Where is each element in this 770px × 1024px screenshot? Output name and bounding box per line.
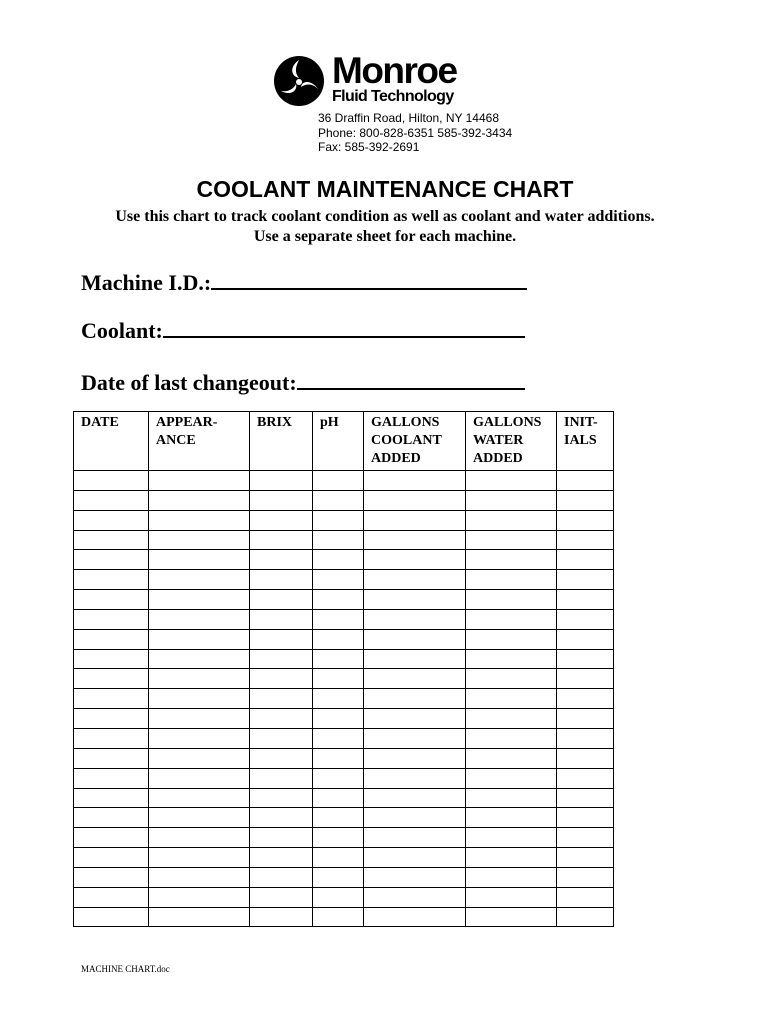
table-cell[interactable]	[250, 570, 313, 590]
table-cell[interactable]	[313, 590, 364, 610]
table-cell[interactable]	[557, 570, 614, 590]
coolant-field[interactable]	[81, 318, 525, 344]
table-cell[interactable]	[149, 788, 250, 808]
table-cell[interactable]	[557, 867, 614, 887]
table-cell[interactable]	[149, 669, 250, 689]
machine-id-blank[interactable]	[211, 270, 527, 290]
table-cell[interactable]	[250, 590, 313, 610]
maintenance-table	[73, 411, 614, 927]
table-cell[interactable]	[149, 590, 250, 610]
table-row	[74, 550, 614, 570]
table-cell[interactable]	[149, 828, 250, 848]
table-body	[74, 471, 614, 927]
table-cell[interactable]	[149, 570, 250, 590]
table-cell[interactable]	[466, 530, 557, 550]
table-cell[interactable]	[250, 907, 313, 927]
table-cell[interactable]	[466, 570, 557, 590]
table-cell[interactable]	[466, 510, 557, 530]
table-cell[interactable]	[313, 550, 364, 570]
table-cell[interactable]	[364, 768, 466, 788]
table-cell[interactable]	[364, 550, 466, 570]
table-cell[interactable]	[364, 728, 466, 748]
table-cell[interactable]	[250, 887, 313, 907]
table-cell[interactable]	[250, 649, 313, 669]
header-brix: BRIX	[250, 412, 313, 471]
table-cell[interactable]	[313, 728, 364, 748]
header-appearance: APPEAR- ANCE	[149, 412, 250, 471]
table-cell[interactable]	[557, 808, 614, 828]
table-row	[74, 649, 614, 669]
table-cell[interactable]	[250, 609, 313, 629]
table-cell[interactable]	[250, 748, 313, 768]
table-cell[interactable]	[557, 788, 614, 808]
table-cell[interactable]	[313, 788, 364, 808]
table-cell[interactable]	[149, 887, 250, 907]
table-cell[interactable]	[557, 887, 614, 907]
header-gallons-coolant-added: GALLONS COOLANT ADDED	[364, 412, 466, 471]
table-cell[interactable]	[149, 768, 250, 788]
table-cell[interactable]	[74, 510, 149, 530]
table-cell[interactable]	[250, 788, 313, 808]
contact-block	[318, 111, 512, 155]
table-cell[interactable]	[364, 669, 466, 689]
table-cell[interactable]	[557, 689, 614, 709]
table-cell[interactable]	[313, 848, 364, 868]
table-cell[interactable]	[74, 867, 149, 887]
table-cell[interactable]	[250, 471, 313, 491]
table-cell[interactable]	[364, 689, 466, 709]
table-cell[interactable]	[74, 689, 149, 709]
table-cell[interactable]	[74, 590, 149, 610]
table-cell[interactable]	[364, 590, 466, 610]
table-cell[interactable]	[364, 828, 466, 848]
table-cell[interactable]	[74, 887, 149, 907]
instruction-line-1: Use this chart to track coolant condition as well as coolant and water additions.	[115, 208, 655, 225]
table-cell[interactable]	[364, 530, 466, 550]
table-cell[interactable]	[250, 867, 313, 887]
table-cell[interactable]	[466, 848, 557, 868]
table-cell[interactable]	[364, 609, 466, 629]
table-cell[interactable]	[149, 867, 250, 887]
table-cell[interactable]	[557, 748, 614, 768]
table-cell[interactable]	[74, 728, 149, 748]
table-cell[interactable]	[557, 768, 614, 788]
table-cell[interactable]	[74, 471, 149, 491]
table-cell[interactable]	[149, 808, 250, 828]
table-cell[interactable]	[313, 887, 364, 907]
table-cell[interactable]	[149, 490, 250, 510]
table-cell[interactable]	[313, 689, 364, 709]
table-cell[interactable]	[149, 510, 250, 530]
table-row	[74, 609, 614, 629]
table-cell[interactable]	[466, 471, 557, 491]
table-cell[interactable]	[313, 808, 364, 828]
footer-filename: MACHINE CHART.doc	[81, 964, 170, 974]
company-fax: Fax: 585-392-2691	[318, 140, 420, 154]
company-logo	[272, 50, 502, 108]
table-row	[74, 887, 614, 907]
table-cell[interactable]	[466, 808, 557, 828]
header-ph: pH	[313, 412, 364, 471]
table-cell[interactable]	[364, 848, 466, 868]
table-cell[interactable]	[149, 728, 250, 748]
instruction-line-2: Use a separate sheet for each machine.	[253, 228, 517, 245]
table-cell[interactable]	[466, 669, 557, 689]
table-cell[interactable]	[557, 609, 614, 629]
table-cell[interactable]	[557, 649, 614, 669]
table-cell[interactable]	[364, 748, 466, 768]
company-subtitle: Fluid Technology	[332, 88, 454, 105]
date-last-changeout-field[interactable]	[81, 370, 525, 396]
table-cell[interactable]	[466, 867, 557, 887]
table-cell[interactable]	[364, 471, 466, 491]
table-cell[interactable]	[313, 867, 364, 887]
table-cell[interactable]	[74, 768, 149, 788]
table-cell[interactable]	[313, 471, 364, 491]
table-header-row	[74, 412, 614, 471]
table-cell[interactable]	[250, 768, 313, 788]
table-row	[74, 848, 614, 868]
table-row	[74, 629, 614, 649]
monroe-swirl-logo-icon	[272, 54, 326, 108]
table-cell[interactable]	[250, 709, 313, 729]
table-cell[interactable]	[364, 867, 466, 887]
table-cell[interactable]	[557, 629, 614, 649]
table-cell[interactable]	[149, 629, 250, 649]
table-row	[74, 669, 614, 689]
table-row	[74, 828, 614, 848]
table-cell[interactable]	[557, 471, 614, 491]
coolant-label: Coolant:	[81, 318, 163, 343]
table-cell[interactable]	[364, 629, 466, 649]
table-row	[74, 748, 614, 768]
table-cell[interactable]	[466, 748, 557, 768]
table-cell[interactable]	[466, 709, 557, 729]
table-cell[interactable]	[149, 748, 250, 768]
header-initials: INIT- IALS	[557, 412, 614, 471]
table-cell[interactable]	[74, 748, 149, 768]
table-cell[interactable]	[313, 907, 364, 927]
table-cell[interactable]	[74, 649, 149, 669]
table-cell[interactable]	[74, 530, 149, 550]
table-cell[interactable]	[74, 788, 149, 808]
table-cell[interactable]	[313, 768, 364, 788]
table-cell[interactable]	[149, 848, 250, 868]
table-cell[interactable]	[149, 609, 250, 629]
table-row	[74, 788, 614, 808]
table-row	[74, 530, 614, 550]
table-row	[74, 907, 614, 927]
table-cell[interactable]	[250, 550, 313, 570]
table-cell[interactable]	[557, 490, 614, 510]
table-cell[interactable]	[313, 609, 364, 629]
table-cell[interactable]	[149, 907, 250, 927]
table-cell[interactable]	[313, 649, 364, 669]
table-cell[interactable]	[149, 530, 250, 550]
table-cell[interactable]	[313, 748, 364, 768]
table-cell[interactable]	[149, 550, 250, 570]
table-cell[interactable]	[466, 590, 557, 610]
date-last-changeout-label: Date of last changeout:	[81, 370, 297, 395]
table-cell[interactable]	[466, 689, 557, 709]
machine-id-field[interactable]	[81, 270, 527, 296]
table-cell[interactable]	[313, 669, 364, 689]
header-gallons-water-added: GALLONS WATER ADDED	[466, 412, 557, 471]
table-cell[interactable]	[74, 848, 149, 868]
table-cell[interactable]	[364, 907, 466, 927]
table-cell[interactable]	[74, 609, 149, 629]
table-cell[interactable]	[466, 788, 557, 808]
table-cell[interactable]	[250, 530, 313, 550]
coolant-blank[interactable]	[163, 318, 525, 338]
machine-id-label: Machine I.D.:	[81, 270, 212, 295]
table-row	[74, 728, 614, 748]
table-cell[interactable]	[313, 629, 364, 649]
table-row	[74, 510, 614, 530]
table-cell[interactable]	[557, 550, 614, 570]
table-cell[interactable]	[557, 510, 614, 530]
table-row	[74, 768, 614, 788]
table-cell[interactable]	[466, 728, 557, 748]
table-cell[interactable]	[74, 828, 149, 848]
table-cell[interactable]	[250, 490, 313, 510]
table-cell[interactable]	[149, 649, 250, 669]
table-cell[interactable]	[466, 550, 557, 570]
table-cell[interactable]	[466, 490, 557, 510]
table-cell[interactable]	[557, 828, 614, 848]
table-cell[interactable]	[74, 669, 149, 689]
table-cell[interactable]	[364, 808, 466, 828]
table-cell[interactable]	[466, 887, 557, 907]
table-cell[interactable]	[466, 768, 557, 788]
table-cell[interactable]	[557, 907, 614, 927]
company-address: 36 Draffin Road, Hilton, NY 14468	[318, 111, 500, 125]
date-last-changeout-blank[interactable]	[297, 370, 525, 390]
table-cell[interactable]	[313, 709, 364, 729]
table-row	[74, 808, 614, 828]
table-cell[interactable]	[557, 709, 614, 729]
table-cell[interactable]	[149, 709, 250, 729]
table-row	[74, 709, 614, 729]
table-cell[interactable]	[74, 709, 149, 729]
company-name: Monroe	[332, 50, 457, 91]
table-cell[interactable]	[250, 669, 313, 689]
company-phone: Phone: 800-828-6351 585-392-3434	[318, 125, 513, 140]
table-cell[interactable]	[466, 649, 557, 669]
table-cell[interactable]	[250, 808, 313, 828]
table-row	[74, 570, 614, 590]
table-cell[interactable]	[466, 629, 557, 649]
table-row	[74, 867, 614, 887]
table-cell[interactable]	[74, 629, 149, 649]
table-cell[interactable]	[74, 808, 149, 828]
table-cell[interactable]	[313, 510, 364, 530]
table-cell[interactable]	[74, 550, 149, 570]
table-cell[interactable]	[313, 490, 364, 510]
table-cell[interactable]	[364, 570, 466, 590]
table-cell[interactable]	[557, 530, 614, 550]
header-date: DATE	[74, 412, 149, 471]
table-row	[74, 689, 614, 709]
table-cell[interactable]	[250, 828, 313, 848]
table-cell[interactable]	[149, 471, 250, 491]
table-cell[interactable]	[74, 907, 149, 927]
table-cell[interactable]	[250, 510, 313, 530]
table-cell[interactable]	[364, 709, 466, 729]
table-cell[interactable]	[466, 828, 557, 848]
table-cell[interactable]	[313, 828, 364, 848]
table-cell[interactable]	[364, 649, 466, 669]
table-cell[interactable]	[74, 570, 149, 590]
table-cell[interactable]	[466, 907, 557, 927]
instructions	[0, 207, 770, 247]
table-cell[interactable]	[557, 590, 614, 610]
table-cell[interactable]	[250, 848, 313, 868]
table-cell[interactable]	[250, 629, 313, 649]
table-row	[74, 590, 614, 610]
table-cell[interactable]	[364, 490, 466, 510]
table-cell[interactable]	[557, 728, 614, 748]
table-cell[interactable]	[466, 609, 557, 629]
table-cell[interactable]	[364, 788, 466, 808]
table-cell[interactable]	[557, 848, 614, 868]
page-title: COOLANT MAINTENANCE CHART	[196, 176, 574, 202]
table-row	[74, 490, 614, 510]
table-cell[interactable]	[364, 510, 466, 530]
table-cell[interactable]	[149, 689, 250, 709]
table-cell[interactable]	[250, 728, 313, 748]
table-cell[interactable]	[250, 689, 313, 709]
table-cell[interactable]	[74, 490, 149, 510]
table-row	[74, 471, 614, 491]
table-cell[interactable]	[313, 530, 364, 550]
table-cell[interactable]	[557, 669, 614, 689]
table-cell[interactable]	[364, 887, 466, 907]
table-cell[interactable]	[313, 570, 364, 590]
